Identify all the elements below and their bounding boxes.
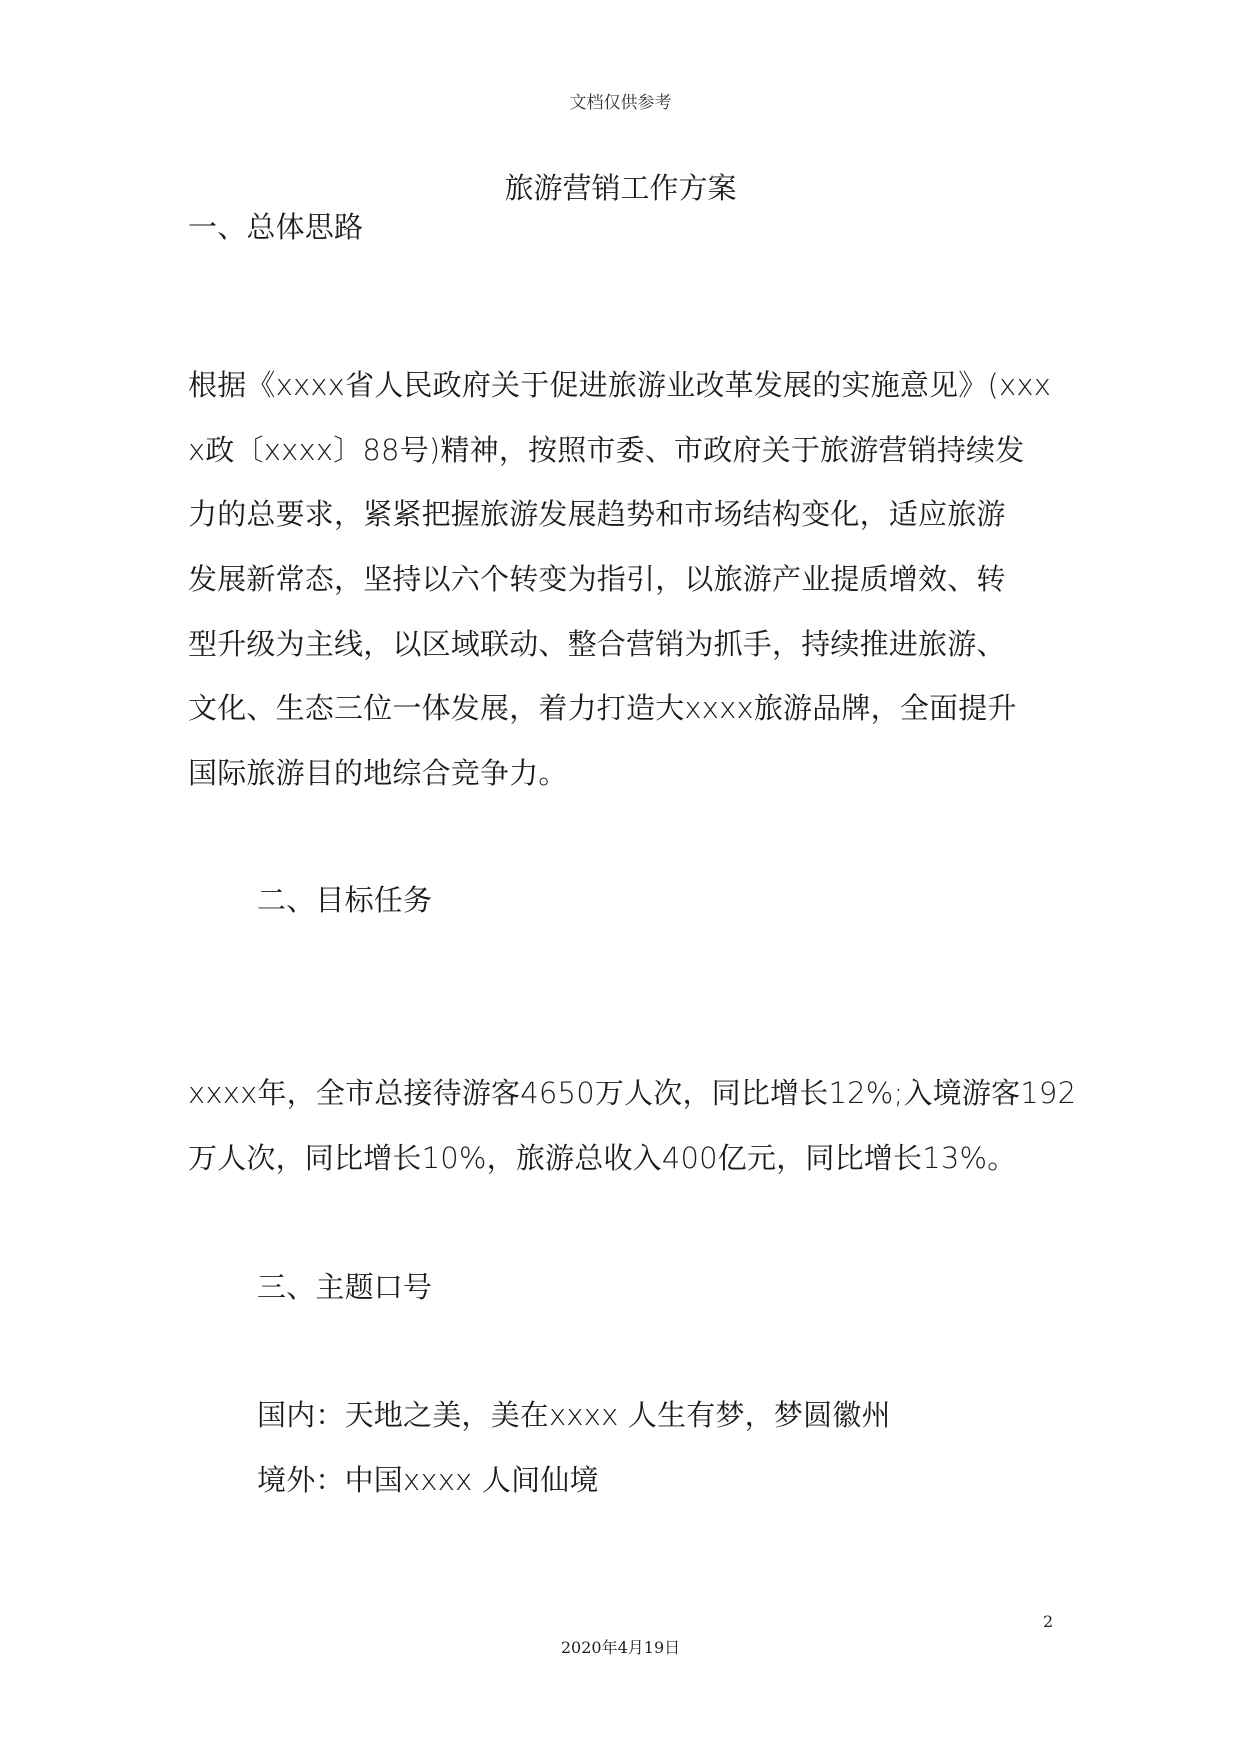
paragraph-line: xxxx年，全市总接待游客4650万人次，同比增长12%;入境游客192 [188,1076,1077,1110]
page-header: 文档仅供参考 [569,93,672,113]
slogan-domestic: 国内：天地之美，美在xxxx 人生有梦，梦圆徽州 [257,1398,891,1432]
section-heading-overall-approach: 一、总体思路 [188,210,364,244]
paragraph-line: 发展新常态，坚持以六个转变为指引，以旅游产业提质增效、转 [188,562,1006,596]
paragraph-line: 根据《xxxx省人民政府关于促进旅游业改革发展的实施意见》(xxx [188,368,1052,402]
paragraph-line: 国际旅游目的地综合竞争力。 [188,756,568,790]
paragraph-line: 万人次，同比增长10%，旅游总收入400亿元，同比增长13%。 [188,1141,1017,1175]
footer-date: 2020年4月19日 [560,1638,681,1657]
paragraph-line: x政〔xxxx〕88号)精神，按照市委、市政府关于旅游营销持续发 [188,433,1025,467]
paragraph-line: 文化、生态三位一体发展，着力打造大xxxx旅游品牌，全面提升 [188,691,1017,725]
paragraph-line: 型升级为主线，以区域联动、整合营销为抓手，持续推进旅游、 [188,627,1006,661]
page-number: 2 [1043,1612,1054,1631]
section-heading-slogans: 三、主题口号 [257,1270,433,1304]
slogan-overseas: 境外：中国xxxx 人间仙境 [257,1463,599,1497]
document-title: 旅游营销工作方案 [504,171,737,205]
paragraph-line: 力的总要求，紧紧把握旅游发展趋势和市场结构变化，适应旅游 [188,497,1006,531]
section-heading-goals: 二、目标任务 [257,883,433,917]
